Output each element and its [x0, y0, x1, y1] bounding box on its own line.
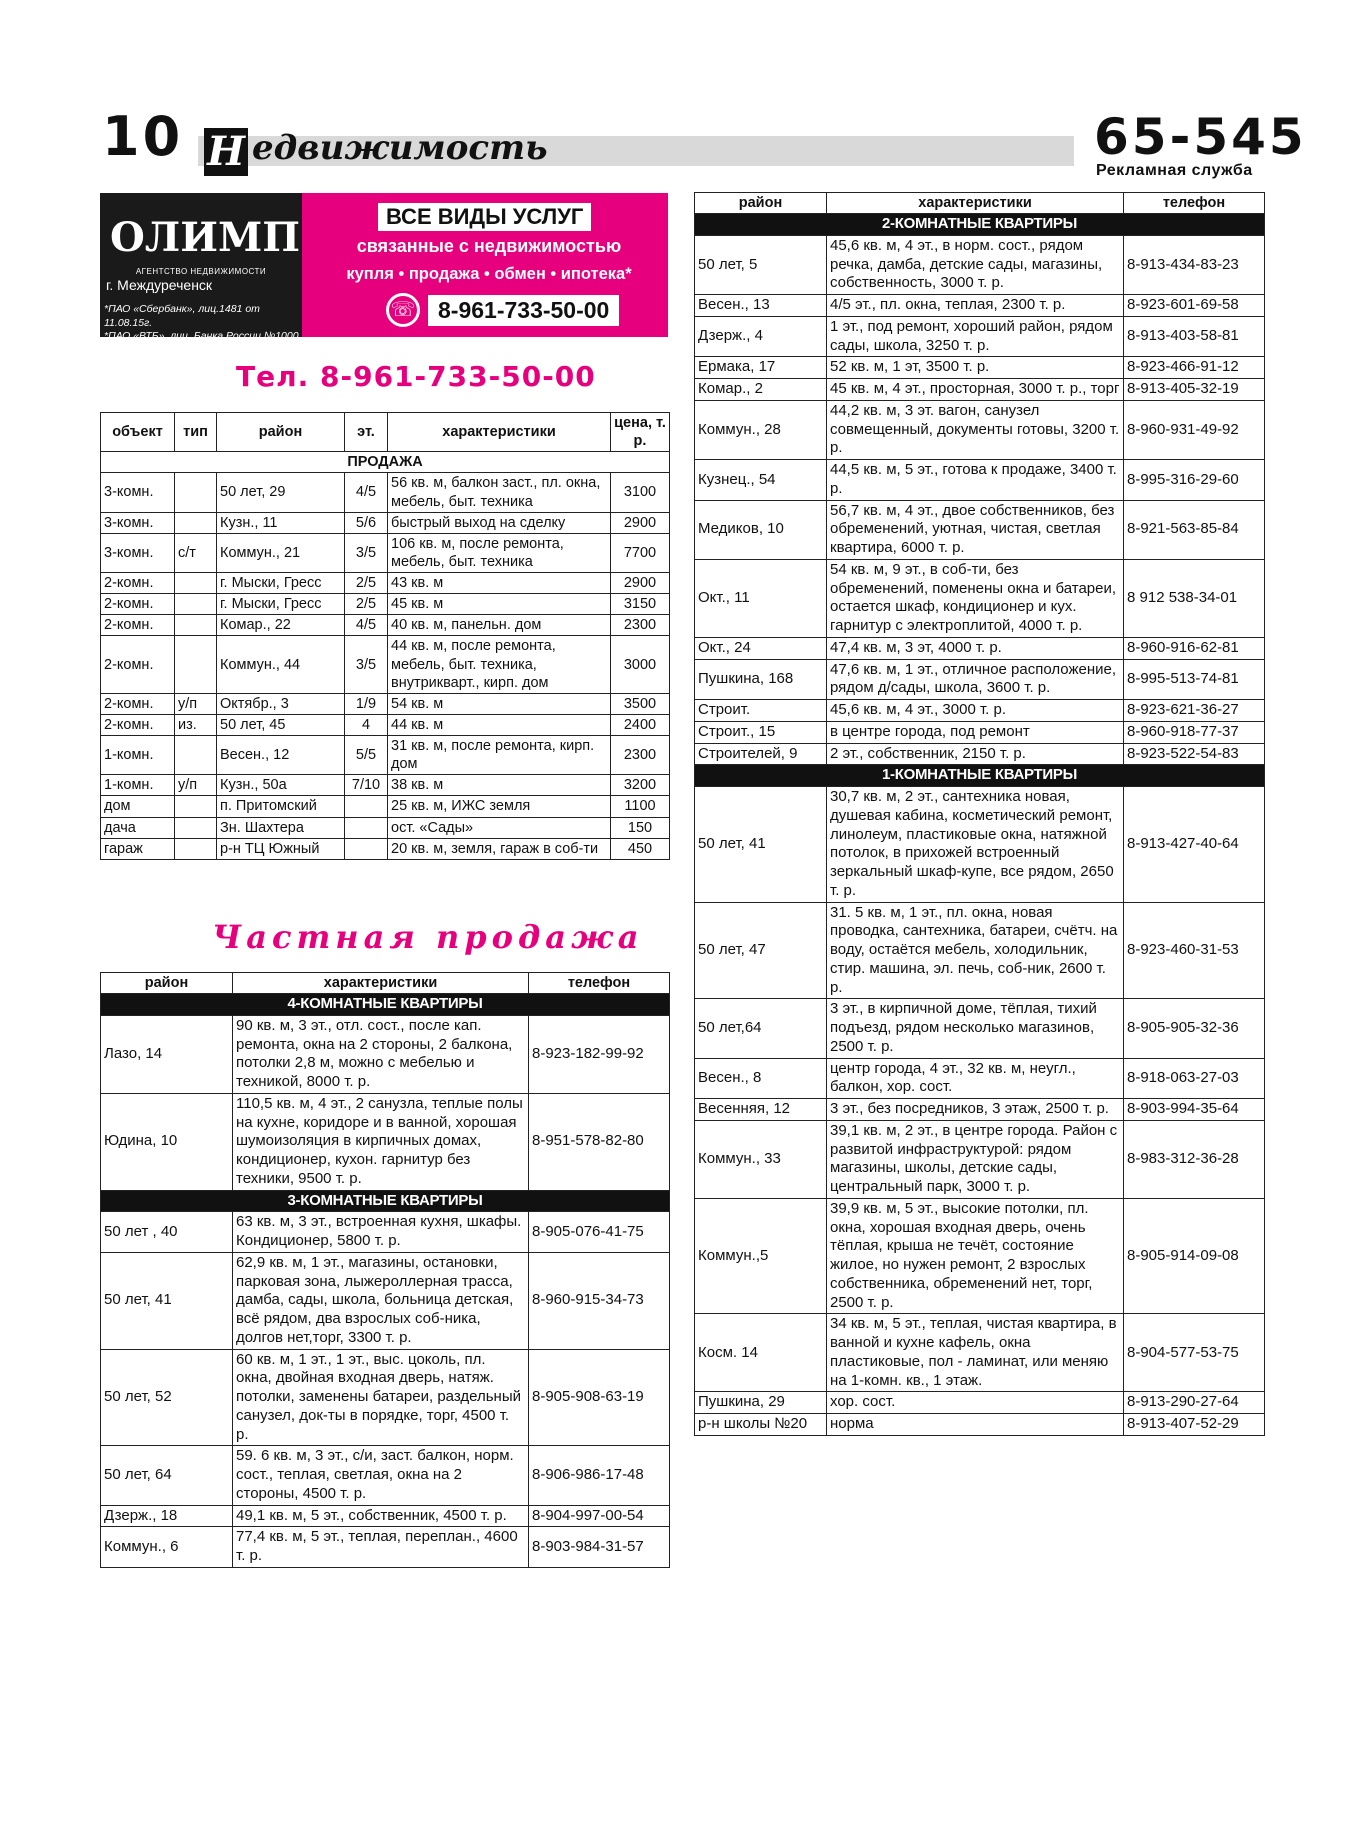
table-row — [695, 659, 1265, 700]
cell-district: Весен., 8 — [695, 1058, 827, 1099]
cell-district: Строит., 15 — [695, 721, 827, 743]
cell-district: Строит. — [695, 700, 827, 722]
cell-features: 106 кв. м, после ремонта, мебель, быт. техника — [388, 533, 611, 572]
cell-phone: 8-905-914-09-08 — [1124, 1198, 1265, 1314]
cell-features: 39,1 кв. м, 2 эт., в центре города. Район с развитой инфраструктурой: рядом магазины, школы, детские сады, центральный парк, 3000 т. р. — [827, 1120, 1124, 1198]
cell-features: 62,9 кв. м, 1 эт., магазины, остановки, парковая зона, лыжероллерная трасса, дамба, сады, школа, больница детская, всё рядом, два взрослых соб-ника, долгов нет,торг, 3300 т. р. — [233, 1252, 529, 1349]
cell-object: дача — [101, 817, 175, 838]
cell-district: Коммун.,5 — [695, 1198, 827, 1314]
cell-features: 59. 6 кв. м, 3 эт., с/и, заст. балкон, норм. сост., теплая, светлая, окна на 2 стороны, 4500 т. р. — [233, 1446, 529, 1505]
cell-phone: 8-913-403-58-81 — [1124, 316, 1265, 357]
cell-district: Косм. 14 — [695, 1314, 827, 1392]
section-initial: Н — [204, 128, 248, 176]
cell-district: Пушкина, 29 — [695, 1392, 827, 1414]
cell-features: 60 кв. м, 1 эт., 1 эт., выс. цоколь, пл. окна, двойная входная дверь, натяж. потолки, заменены батареи, раздельный санузел, док-ты в порядке, торг, 4500 т. р. — [233, 1349, 529, 1446]
cell-type: с/т — [175, 533, 217, 572]
group-label: 1-КОМНАТНЫЕ КВАРТИРЫ — [695, 765, 1265, 787]
cell-district: Коммун., 44 — [217, 636, 345, 693]
table-row — [695, 295, 1265, 317]
table-row — [101, 1505, 670, 1527]
cell-type: у/п — [175, 693, 217, 714]
cell-features: 4/5 эт., пл. окна, теплая, 2300 т. р. — [827, 295, 1124, 317]
table-row — [695, 743, 1265, 765]
cell-phone: 8-918-063-27-03 — [1124, 1058, 1265, 1099]
cell-district: п. Притомский — [217, 796, 345, 817]
cell-district: 50 лет, 52 — [101, 1349, 233, 1446]
cell-features: 44,2 кв. м, 3 эт. вагон, санузел совмещенный, документы готовы, 3200 т. р. — [827, 400, 1124, 459]
banner-headline: ВСЕ ВИДЫ УСЛУГ — [378, 203, 591, 231]
cell-features: 54 кв. м — [388, 693, 611, 714]
cell-district: Зн. Шахтера — [217, 817, 345, 838]
cell-district: Октябр., 3 — [217, 693, 345, 714]
logo-city: г. Междуреченск — [106, 277, 213, 293]
col-features: характеристики — [827, 193, 1124, 214]
table-row — [695, 235, 1265, 294]
col-features: характеристики — [388, 413, 611, 452]
group-row — [695, 765, 1265, 787]
cell-phone: 8-960-916-62-81 — [1124, 637, 1265, 659]
cell-district: Коммун., 28 — [695, 400, 827, 459]
cell-district: Юдина, 10 — [101, 1093, 233, 1190]
cell-price: 150 — [611, 817, 670, 838]
cell-price: 2400 — [611, 714, 670, 735]
cell-type — [175, 615, 217, 636]
cell-district: Дзерж., 4 — [695, 316, 827, 357]
cell-floor: 3/5 — [345, 533, 388, 572]
cell-floor: 4 — [345, 714, 388, 735]
cell-object: 3-комн. — [101, 512, 175, 533]
cell-features: 56 кв. м, балкон заст., пл. окна, мебель, быт. техника — [388, 473, 611, 512]
cell-price: 450 — [611, 838, 670, 859]
group-label: ПРОДАЖА — [101, 452, 670, 473]
group-label: 2-КОМНАТНЫЕ КВАРТИРЫ — [695, 214, 1265, 236]
cell-phone: 8-951-578-82-80 — [529, 1093, 670, 1190]
cell-floor — [345, 838, 388, 859]
cell-object: 2-комн. — [101, 636, 175, 693]
cell-district: Комар., 22 — [217, 615, 345, 636]
cell-features: 2 эт., собственник, 2150 т. р. — [827, 743, 1124, 765]
logo-subtitle: АГЕНТСТВО НЕДВИЖИМОСТИ — [135, 267, 267, 276]
cell-object: 3-комн. — [101, 473, 175, 512]
table-row — [695, 1414, 1265, 1436]
cell-type: из. — [175, 714, 217, 735]
table-row — [101, 838, 670, 859]
cell-district: Ермака, 17 — [695, 357, 827, 379]
private-table-left — [100, 972, 670, 1568]
cell-type — [175, 473, 217, 512]
table-row — [101, 1349, 670, 1446]
header-service: Рекламная служба — [1096, 162, 1253, 179]
cell-phone: 8-921-563-85-84 — [1124, 500, 1265, 559]
cell-features: 3 эт., в кирпичной доме, тёплая, тихий подъезд, рядом несколько магазинов, 2500 т. р. — [827, 999, 1124, 1058]
cell-district: 50 лет, 45 — [217, 714, 345, 735]
banner-line2: купля • продажа • обмен • ипотека* — [346, 265, 632, 283]
table-row — [101, 1015, 670, 1093]
cell-district: Кузн., 11 — [217, 512, 345, 533]
cell-phone: 8-923-460-31-53 — [1124, 902, 1265, 999]
cell-phone: 8-923-522-54-83 — [1124, 743, 1265, 765]
cell-object: 3-комн. — [101, 533, 175, 572]
group-row — [101, 452, 670, 473]
cell-features: норма — [827, 1414, 1124, 1436]
cell-features: 56,7 кв. м, 4 эт., двое собственников, без обременений, уютная, чистая, светлая квартира, 6000 т. р. — [827, 500, 1124, 559]
cell-price: 3500 — [611, 693, 670, 714]
agency-phone-line: Тел. 8-961-733-50-00 — [236, 360, 596, 393]
table-row — [101, 573, 670, 594]
cell-phone: 8-904-997-00-54 — [529, 1505, 670, 1527]
cell-district: 50 лет,64 — [695, 999, 827, 1058]
cell-features: хор. сост. — [827, 1392, 1124, 1414]
cell-features: 90 кв. м, 3 эт., отл. сост., после кап. ремонта, окна на 2 стороны, 2 балкона, потолки 2,8 м, можно с мебелью и техникой, 8000 т. р. — [233, 1015, 529, 1093]
cell-phone: 8-913-407-52-29 — [1124, 1414, 1265, 1436]
cell-phone: 8-960-915-34-73 — [529, 1252, 670, 1349]
cell-features: 47,4 кв. м, 3 эт, 4000 т. р. — [827, 637, 1124, 659]
cell-phone: 8-905-908-63-19 — [529, 1349, 670, 1446]
table-row — [695, 559, 1265, 637]
cell-features: 38 кв. м — [388, 775, 611, 796]
cell-object: 2-комн. — [101, 714, 175, 735]
cell-features: 45 кв. м, 4 эт., просторная, 3000 т. р., торг — [827, 379, 1124, 401]
cell-district: 50 лет , 40 — [101, 1212, 233, 1253]
table-row — [695, 1099, 1265, 1121]
license-text — [104, 303, 302, 358]
cell-phone: 8-903-994-35-64 — [1124, 1099, 1265, 1121]
cell-floor: 1/9 — [345, 693, 388, 714]
cell-district: 50 лет, 47 — [695, 902, 827, 999]
cell-phone: 8-913-290-27-64 — [1124, 1392, 1265, 1414]
group-row — [101, 1190, 670, 1212]
table-row — [695, 721, 1265, 743]
cell-phone: 8-923-182-99-92 — [529, 1015, 670, 1093]
cell-features: 54 кв. м, 9 эт., в соб-ти, без обременений, поменены окна и батареи, остается шкаф, кондиционер и кух. гарнитур с электроплитой, 4000 т. р. — [827, 559, 1124, 637]
table-row — [101, 714, 670, 735]
cell-phone: 8-923-621-36-27 — [1124, 700, 1265, 722]
cell-phone: 8-960-918-77-37 — [1124, 721, 1265, 743]
cell-features: 31 кв. м, после ремонта, кирп. дом — [388, 736, 611, 775]
agency-table — [100, 412, 670, 860]
cell-features: 49,1 кв. м, 5 эт., собственник, 4500 т. р. — [233, 1505, 529, 1527]
cell-district: г. Мыски, Гресс — [217, 594, 345, 615]
cell-district: 50 лет, 29 — [217, 473, 345, 512]
cell-features: 1 эт., под ремонт, хороший район, рядом сады, школа, 3250 т. р. — [827, 316, 1124, 357]
cell-phone: 8-906-986-17-48 — [529, 1446, 670, 1505]
cell-object: 1-комн. — [101, 736, 175, 775]
table-row — [101, 775, 670, 796]
cell-price: 2300 — [611, 736, 670, 775]
cell-price: 3150 — [611, 594, 670, 615]
cell-price: 2900 — [611, 512, 670, 533]
cell-floor: 2/5 — [345, 573, 388, 594]
cell-features: 30,7 кв. м, 2 эт., сантехника новая, душевая кабина, косметический ремонт, линолеум, пластиковые окна, натяжной потолок, в прихожей встроенный зеркальный шкаф-купе, все рядом, 2650 т. р. — [827, 787, 1124, 903]
cell-price: 1100 — [611, 796, 670, 817]
cell-district: Пушкина, 168 — [695, 659, 827, 700]
table-row — [695, 1120, 1265, 1198]
table-row — [101, 693, 670, 714]
cell-floor: 4/5 — [345, 615, 388, 636]
cell-district: Лазо, 14 — [101, 1015, 233, 1093]
table-row — [101, 533, 670, 572]
license-line: *ПАО «Сбербанк», лиц.1481 от 11.08.15г. — [104, 303, 260, 329]
cell-object: дом — [101, 796, 175, 817]
cell-phone: 8-960-931-49-92 — [1124, 400, 1265, 459]
table-row — [695, 1058, 1265, 1099]
cell-price: 3100 — [611, 473, 670, 512]
cell-phone: 8-905-076-41-75 — [529, 1212, 670, 1253]
cell-phone: 8-995-513-74-81 — [1124, 659, 1265, 700]
cell-phone: 8-905-905-32-36 — [1124, 999, 1265, 1058]
cell-features: 110,5 кв. м, 4 эт., 2 санузла, теплые полы на кухне, коридоре и в ванной, хорошая шумоизоляция в кирпичных домах, кондиционер, кухон. гарнитур без техники, 9500 т. р. — [233, 1093, 529, 1190]
cell-features: 20 кв. м, земля, гараж в соб-ти — [388, 838, 611, 859]
cell-district: Кузн., 50а — [217, 775, 345, 796]
agency-header-row — [101, 413, 670, 452]
col-features: характеристики — [233, 973, 529, 994]
banner-phone: 8-961-733-50-00 — [428, 295, 619, 326]
table-row — [101, 817, 670, 838]
cell-object: 1-комн. — [101, 775, 175, 796]
cell-district: Дзерж., 18 — [101, 1505, 233, 1527]
cell-floor — [345, 817, 388, 838]
table-row — [695, 1314, 1265, 1392]
table-row — [101, 1252, 670, 1349]
cell-district: Коммун., 6 — [101, 1527, 233, 1568]
table-row — [101, 594, 670, 615]
olimp-banner — [100, 193, 668, 356]
cell-phone: 8-923-601-69-58 — [1124, 295, 1265, 317]
table-row — [695, 999, 1265, 1058]
cell-type — [175, 636, 217, 693]
cell-type — [175, 512, 217, 533]
cell-district: Весенняя, 12 — [695, 1099, 827, 1121]
cell-floor: 4/5 — [345, 473, 388, 512]
private-table-right — [694, 192, 1265, 1436]
cell-phone: 8 912 538-34-01 — [1124, 559, 1265, 637]
table-row — [101, 512, 670, 533]
cell-district: Весен., 12 — [217, 736, 345, 775]
cell-features: 77,4 кв. м, 5 эт., теплая, переплан., 4600 т. р. — [233, 1527, 529, 1568]
col-phone: телефон — [1124, 193, 1265, 214]
group-row — [695, 214, 1265, 236]
cell-type — [175, 838, 217, 859]
cell-features: 40 кв. м, панельн. дом — [388, 615, 611, 636]
cell-features: 63 кв. м, 3 эт., встроенная кухня, шкафы. Кондиционер, 5800 т. р. — [233, 1212, 529, 1253]
group-label: 4-КОМНАТНЫЕ КВАРТИРЫ — [101, 994, 670, 1016]
table-row — [101, 473, 670, 512]
cell-phone: 8-913-427-40-64 — [1124, 787, 1265, 903]
table-row — [695, 1198, 1265, 1314]
col-type: тип — [175, 413, 217, 452]
cell-features: 45,6 кв. м, 4 эт., 3000 т. р. — [827, 700, 1124, 722]
cell-price: 2300 — [611, 615, 670, 636]
cell-features: ост. «Сады» — [388, 817, 611, 838]
cell-price: 2900 — [611, 573, 670, 594]
table-row — [101, 615, 670, 636]
cell-object: 2-комн. — [101, 615, 175, 636]
table-row — [101, 736, 670, 775]
cell-features: 34 кв. м, 5 эт., теплая, чистая квартира, в ванной и кухне кафель, окна пластиковые, пол - ламинат, или меняю на 1-комн. кв., 1 этаж. — [827, 1314, 1124, 1392]
table-row — [101, 1093, 670, 1190]
cell-type — [175, 817, 217, 838]
table-row — [695, 379, 1265, 401]
cell-type: у/п — [175, 775, 217, 796]
cell-price: 3200 — [611, 775, 670, 796]
cell-district: Коммун., 21 — [217, 533, 345, 572]
cell-district: г. Мыски, Гресс — [217, 573, 345, 594]
cell-object: гараж — [101, 838, 175, 859]
col-district: район — [695, 193, 827, 214]
cell-floor: 3/5 — [345, 636, 388, 693]
group-label: 3-КОМНАТНЫЕ КВАРТИРЫ — [101, 1190, 670, 1212]
cell-features: быстрый выход на сделку — [388, 512, 611, 533]
cell-district: 50 лет, 64 — [101, 1446, 233, 1505]
cell-district: Кузнец., 54 — [695, 460, 827, 501]
cell-type — [175, 796, 217, 817]
col-district: район — [217, 413, 345, 452]
cell-features: 44 кв. м — [388, 714, 611, 735]
cell-features: 43 кв. м — [388, 573, 611, 594]
cell-phone: 8-904-577-53-75 — [1124, 1314, 1265, 1392]
cell-type — [175, 573, 217, 594]
cell-features: 52 кв. м, 1 эт, 3500 т. р. — [827, 357, 1124, 379]
cell-features: 31. 5 кв. м, 1 эт., пл. окна, новая проводка, сантехника, батареи, счётч. на воду, остаётся мебель, холодильник, стир. машина, эл. печь, соб-ник, 2600 т. р. — [827, 902, 1124, 999]
cell-floor: 5/5 — [345, 736, 388, 775]
cell-district: Комар., 2 — [695, 379, 827, 401]
table-row — [695, 460, 1265, 501]
cell-object: 2-комн. — [101, 693, 175, 714]
cell-features: 44 кв. м, после ремонта, мебель, быт. техника, внутрикварт., кирп. дом — [388, 636, 611, 693]
private-right-header-row — [695, 193, 1265, 214]
cell-district: Коммун., 33 — [695, 1120, 827, 1198]
cell-features: центр города, 4 эт., 32 кв. м, неугл., балкон, хор. сост. — [827, 1058, 1124, 1099]
cell-floor: 2/5 — [345, 594, 388, 615]
table-row — [695, 1392, 1265, 1414]
table-row — [695, 787, 1265, 903]
cell-features: 3 эт., без посредников, 3 этаж, 2500 т. р. — [827, 1099, 1124, 1121]
cell-price: 7700 — [611, 533, 670, 572]
cell-phone: 8-983-312-36-28 — [1124, 1120, 1265, 1198]
page-number: 10 — [102, 105, 184, 168]
cell-object: 2-комн. — [101, 594, 175, 615]
cell-object: 2-комн. — [101, 573, 175, 594]
cell-district: Окт., 11 — [695, 559, 827, 637]
table-row — [695, 637, 1265, 659]
table-row — [101, 796, 670, 817]
col-object: объект — [101, 413, 175, 452]
table-row — [101, 1212, 670, 1253]
table-row — [695, 316, 1265, 357]
cell-district: р-н ТЦ Южный — [217, 838, 345, 859]
cell-features: 44,5 кв. м, 5 эт., готова к продаже, 3400 т. р. — [827, 460, 1124, 501]
cell-features: в центре города, под ремонт — [827, 721, 1124, 743]
cell-price: 3000 — [611, 636, 670, 693]
group-row — [101, 994, 670, 1016]
col-floor: эт. — [345, 413, 388, 452]
cell-features: 39,9 кв. м, 5 эт., высокие потолки, пл. окна, хорошая входная дверь, очень тёплая, крыша не течёт, состояние жилое, но нужен ремонт, 2 взрослых собственника, обременений нет, торг, 2500 т. р. — [827, 1198, 1124, 1314]
cell-phone: 8-913-405-32-19 — [1124, 379, 1265, 401]
table-row — [695, 902, 1265, 999]
cell-district: 50 лет, 41 — [695, 787, 827, 903]
cell-features: 45,6 кв. м, 4 эт., в норм. сост., рядом речка, дамба, детские сады, магазины, собственность, 3000 т. р. — [827, 235, 1124, 294]
col-price: цена, т. р. — [611, 413, 670, 452]
cell-phone: 8-913-434-83-23 — [1124, 235, 1265, 294]
private-left-header-row — [101, 973, 670, 994]
private-sale-title: Частная продажа — [212, 918, 644, 956]
table-row — [695, 500, 1265, 559]
cell-features: 45 кв. м — [388, 594, 611, 615]
table-row — [101, 636, 670, 693]
cell-district: р-н школы №20 — [695, 1414, 827, 1436]
section-title: едвижимость — [252, 128, 548, 168]
cell-phone: 8-903-984-31-57 — [529, 1527, 670, 1568]
table-row — [695, 700, 1265, 722]
cell-district: 50 лет, 41 — [101, 1252, 233, 1349]
cell-floor — [345, 796, 388, 817]
table-row — [101, 1446, 670, 1505]
col-phone: телефон — [529, 973, 670, 994]
logo-panel — [100, 193, 302, 356]
cell-phone: 8-923-466-91-12 — [1124, 357, 1265, 379]
table-row — [101, 1527, 670, 1568]
cell-floor: 5/6 — [345, 512, 388, 533]
banner-line1: связанные с недвижимостью — [356, 236, 622, 256]
col-district: район — [101, 973, 233, 994]
cell-district: 50 лет, 5 — [695, 235, 827, 294]
cell-features: 25 кв. м, ИЖС земля — [388, 796, 611, 817]
license-line: *ПАО «ВТБ», лиц. Банка России №1000 от 08.07.2015г. — [104, 330, 299, 356]
cell-district: Медиков, 10 — [695, 500, 827, 559]
cell-features: 47,6 кв. м, 1 эт., отличное расположение, рядом д/сады, школа, 3600 т. р. — [827, 659, 1124, 700]
logo-text: ОЛИМП — [110, 214, 301, 261]
cell-type — [175, 736, 217, 775]
cell-phone: 8-995-316-29-60 — [1124, 460, 1265, 501]
cell-floor: 7/10 — [345, 775, 388, 796]
cell-district: Окт., 24 — [695, 637, 827, 659]
cell-type — [175, 594, 217, 615]
header-phone: 65-545 — [1094, 108, 1307, 166]
table-row — [695, 357, 1265, 379]
table-row — [695, 400, 1265, 459]
cell-district: Строителей, 9 — [695, 743, 827, 765]
cell-district: Весен., 13 — [695, 295, 827, 317]
phone-icon: ☏ — [386, 293, 420, 327]
